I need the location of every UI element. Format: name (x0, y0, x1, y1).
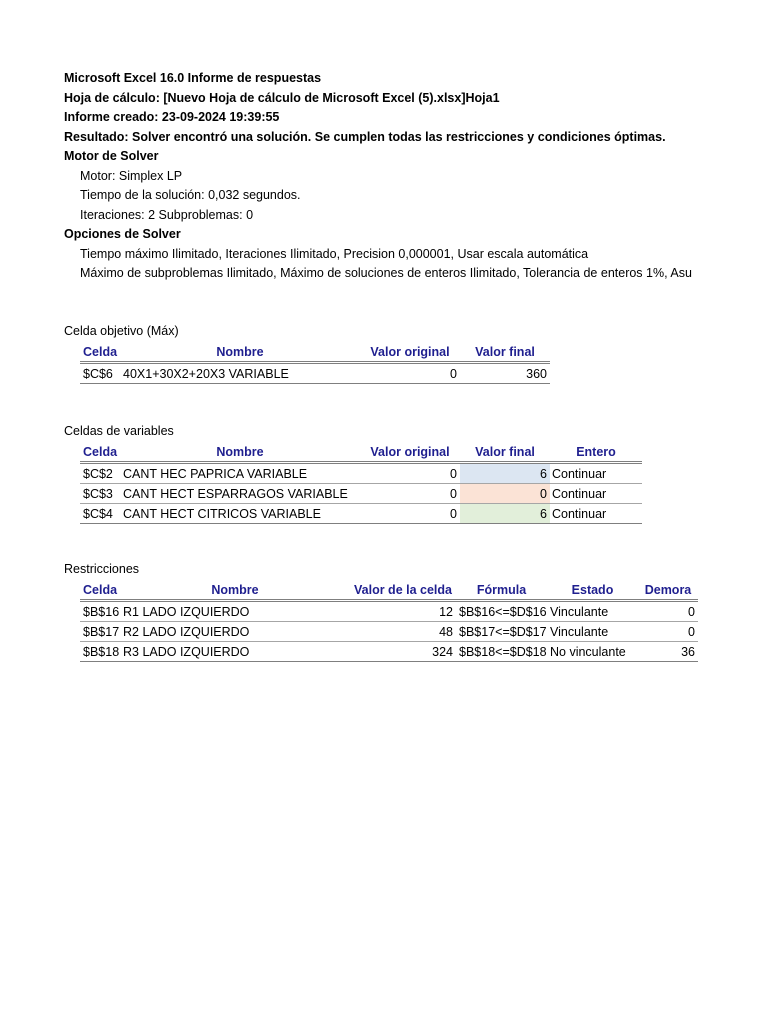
table-row (80, 484, 642, 504)
cell-formula: $B$16<=$D$16 (456, 601, 547, 622)
cell-original-value: 0 (360, 484, 460, 504)
cell-ref: $B$17 (80, 622, 120, 642)
col-header-valor-final: Valor final (460, 442, 550, 463)
table-row (80, 463, 642, 484)
col-header-estado: Estado (547, 580, 638, 601)
cell-original-value: 0 (360, 363, 460, 384)
cell-value: 324 (350, 642, 456, 662)
col-header-nombre: Nombre (120, 442, 360, 463)
col-header-demora: Demora (638, 580, 698, 601)
cell-ref: $C$2 (80, 463, 120, 484)
col-header-celda: Celda (80, 580, 120, 601)
cell-slack: 36 (638, 642, 698, 662)
cell-original-value: 0 (360, 463, 460, 484)
variables-section-title: Celdas de variables (64, 424, 174, 438)
cell-integer: Continuar (550, 484, 642, 504)
cell-final-value: 6 (460, 504, 550, 524)
table-row (80, 363, 550, 384)
constraints-table (80, 580, 698, 662)
report-header (64, 69, 764, 284)
cell-name: R1 LADO IZQUIERDO (120, 601, 350, 622)
engine-line: Motor: Simplex LP (80, 168, 183, 183)
cell-final-value: 6 (460, 463, 550, 484)
solver-engine-title: Motor de Solver (64, 149, 159, 163)
cell-slack: 0 (638, 601, 698, 622)
cell-name: CANT HECT CITRICOS VARIABLE (120, 504, 360, 524)
cell-ref: $B$18 (80, 642, 120, 662)
solver-options-title: Opciones de Solver (64, 227, 181, 241)
cell-ref: $B$16 (80, 601, 120, 622)
cell-formula: $B$18<=$D$18 (456, 642, 547, 662)
cell-name: R2 LADO IZQUIERDO (120, 622, 350, 642)
solution-time-line: Tiempo de la solución: 0,032 segundos. (80, 188, 301, 202)
cell-ref: $C$3 (80, 484, 120, 504)
cell-name: CANT HEC PAPRICA VARIABLE (120, 463, 360, 484)
worksheet-line: Hoja de cálculo: [Nuevo Hoja de cálculo de Microsoft Excel (5).xlsx]Hoja1 (64, 90, 500, 105)
cell-integer: Continuar (550, 463, 642, 484)
table-row (80, 601, 698, 622)
col-header-formula: Fórmula (456, 580, 547, 601)
iterations-line: Iteraciones: 2 Subproblemas: 0 (80, 207, 254, 222)
cell-status: No vinculante (547, 642, 638, 662)
options-line-2: Máximo de subproblemas Ilimitado, Máximo de soluciones de enteros Ilimitado, Tolerancia de enteros 1%, Asu (80, 266, 692, 280)
cell-name: R3 LADO IZQUIERDO (120, 642, 350, 662)
cell-integer: Continuar (550, 504, 642, 524)
cell-final-value: 0 (460, 484, 550, 504)
cell-formula: $B$17<=$D$17 (456, 622, 547, 642)
cell-name: 40X1+30X2+20X3 VARIABLE (120, 363, 360, 384)
cell-name: CANT HECT ESPARRAGOS VARIABLE (120, 484, 360, 504)
cell-ref: $C$6 (80, 363, 120, 384)
col-header-celda: Celda (80, 442, 120, 463)
cell-status: Vinculante (547, 622, 638, 642)
col-header-nombre: Nombre (120, 580, 350, 601)
col-header-entero: Entero (550, 442, 642, 463)
col-header-valor-final: Valor final (460, 342, 550, 363)
options-line-1: Tiempo máximo Ilimitado, Iteraciones Ilimitado, Precision 0,000001, Usar escala automática (80, 246, 589, 261)
objective-section-title: Celda objetivo (Máx) (64, 324, 179, 338)
cell-ref: $C$4 (80, 504, 120, 524)
table-row (80, 504, 642, 524)
cell-slack: 0 (638, 622, 698, 642)
col-header-valor-original: Valor original (360, 442, 460, 463)
result-line: Resultado: Solver encontró una solución. Se cumplen todas las restricciones y condiciones óptimas. (64, 129, 666, 144)
table-row (80, 622, 698, 642)
cell-original-value: 0 (360, 504, 460, 524)
col-header-celda: Celda (80, 342, 120, 363)
cell-value: 48 (350, 622, 456, 642)
table-row (80, 642, 698, 662)
constraints-section-title: Restricciones (64, 562, 140, 576)
objective-table (80, 342, 550, 384)
col-header-valor-celda: Valor de la celda (350, 580, 456, 601)
cell-value: 12 (350, 601, 456, 622)
col-header-nombre: Nombre (120, 342, 360, 363)
col-header-valor-original: Valor original (360, 342, 460, 363)
cell-final-value: 360 (460, 363, 550, 384)
report-title: Microsoft Excel 16.0 Informe de respuestas (64, 71, 322, 85)
report-created-line: Informe creado: 23-09-2024 19:39:55 (64, 110, 280, 124)
cell-status: Vinculante (547, 601, 638, 622)
variables-table (80, 442, 642, 524)
